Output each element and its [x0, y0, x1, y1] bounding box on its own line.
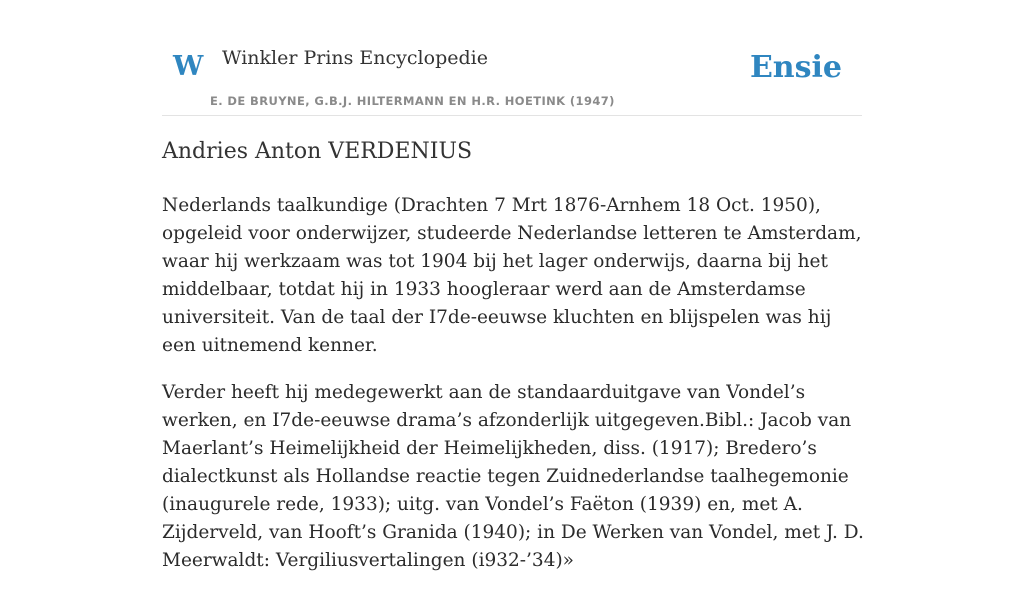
article-paragraph: Verder heeft hij medegewerkt aan de standaarduitgave van Vondel’s werken, en I7de-eeuwse drama’s afzonderlijk uitgegeven.Bibl.: Jacob van Maerlant’s Heimelijkheid der Heimelijkheden, diss. (1917); Bredero’s dialectkunst als Hollandse reactie tegen Zuidnederlandse taalhegemonie (inaugurele rede, 1933); uitg. van Vondel’s Faëton (1939) en, met A. Zijderveld, van Hooft’s Granida (1940); in De Werken van Vondel, met J. D. Meerwaldt: Vergiliusvertalingen (i932-’34)»	[162, 382, 864, 571]
article-body	[162, 192, 864, 594]
ensie-brand-logo[interactable]: Ensie	[749, 50, 842, 85]
site-header	[162, 40, 862, 116]
article-paragraph: Nederlands taalkundige (Drachten 7 Mrt 1876-Arnhem 18 Oct. 1950), opgeleid voor onderwijzer, studeerde Nederlandse letteren te Amsterdam, waar hij werkzaam was tot 1904 bij het lager onderwijs, daarna bij het middelbaar, totdat hij in 1933 hoogleraar werd aan de Amsterdamse universiteit. Van de taal der I7de-eeuwse kluchten en blijspelen was hij een uitnemend kenner.	[162, 195, 862, 356]
encyclopedia-title[interactable]: Winkler Prins Encyclopedie	[222, 47, 488, 69]
winkler-prins-logo[interactable]: W	[173, 51, 204, 82]
page-title: Andries Anton VERDENIUS	[162, 139, 473, 164]
encyclopedia-authors: E. DE BRUYNE, G.B.J. HILTERMANN EN H.R. HOETINK (1947)	[210, 94, 615, 108]
